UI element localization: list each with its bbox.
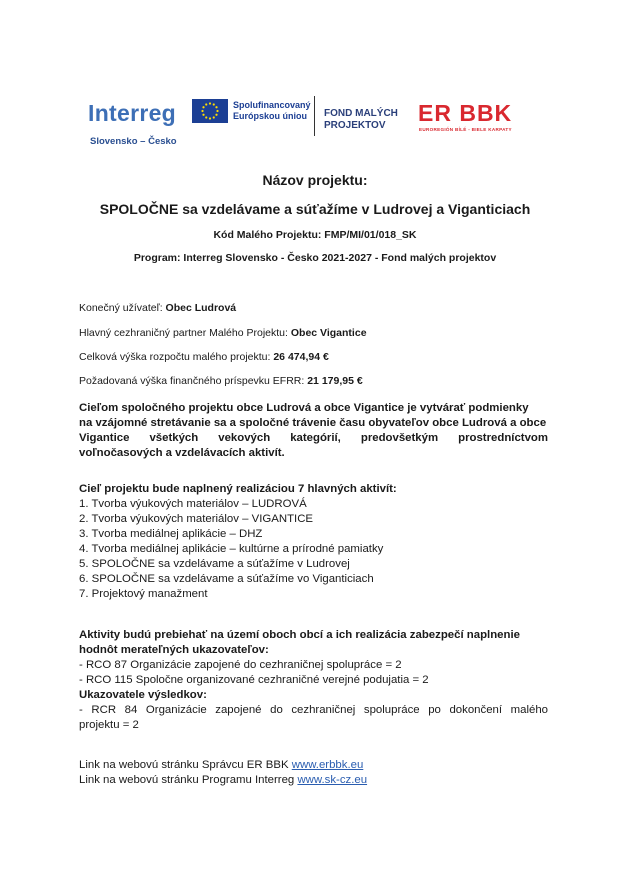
end-user-row bbox=[79, 302, 236, 314]
activity-item: 1. Tvorba výukových materiálov – LUDROVÁ bbox=[79, 498, 307, 510]
logo-divider bbox=[314, 96, 315, 136]
link-row-interreg bbox=[79, 773, 548, 788]
link-row-erbbk bbox=[79, 758, 548, 773]
indicators-section bbox=[79, 628, 548, 733]
activity-item: 6. SPOLOČNE sa vzdelávame a súťažíme vo Viganticiach bbox=[79, 573, 374, 585]
eu-cofinanced-label bbox=[233, 100, 323, 122]
project-title: SPOLOČNE sa vzdelávame a súťažíme v Ludrovej a Viganticiach bbox=[99, 201, 531, 217]
project-name-label: Názov projektu: bbox=[262, 172, 368, 188]
result-indicator: - RCR 84 Organizácie zapojené do cezhraničnej spolupráce po dokončení malého bbox=[79, 704, 548, 716]
link-label: Link na webovú stránku Správcu ER BBK bbox=[79, 759, 292, 771]
activities-heading: Cieľ projektu bude naplnený realizáciou 7 hlavných aktivít: bbox=[79, 483, 397, 495]
links-section bbox=[79, 758, 548, 788]
partner-label: Hlavný cezhraničný partner Malého Projektu: bbox=[79, 327, 291, 339]
budget-row bbox=[79, 351, 329, 363]
activity-item: 5. SPOLOČNE sa vzdelávame a súťažíme v Ludrovej bbox=[79, 558, 350, 570]
link-label: Link na webovú stránku Programu Interreg bbox=[79, 774, 298, 786]
indicators-heading-cont: hodnôt merateľných ukazovateľov: bbox=[79, 644, 269, 656]
interreg-logo: Interreg bbox=[88, 100, 177, 126]
output-indicator: - RCO 115 Spoločne organizované cezhraničné verejné podujatia = 2 bbox=[79, 674, 429, 686]
interreg-subtitle: Slovensko – Česko bbox=[90, 136, 177, 147]
activity-item: 4. Tvorba mediálnej aplikácie – kultúrne a prírodné pamiatky bbox=[79, 543, 384, 555]
budget-value: 26 474,94 € bbox=[273, 351, 329, 363]
erbbk-subtitle: EUROREGIÓN BÍLÉ - BIELE KARPATY bbox=[419, 127, 512, 132]
eu-flag-icon bbox=[192, 99, 228, 123]
end-user-label: Konečný užívateľ: bbox=[79, 302, 166, 314]
erbbk-link[interactable]: www.erbbk.eu bbox=[291, 759, 364, 771]
fmp-logo bbox=[324, 108, 414, 132]
activity-item: 7. Projektový manažment bbox=[79, 588, 208, 600]
activity-item: 2. Tvorba výukových materiálov – VIGANTICE bbox=[79, 513, 314, 525]
partner-row bbox=[79, 327, 367, 339]
fmp-line-1: FOND MALÝCH bbox=[324, 108, 398, 119]
eu-stars-icon bbox=[192, 99, 228, 123]
results-heading: Ukazovatele výsledkov: bbox=[79, 689, 207, 701]
indicators-heading: Aktivity budú prebiehať na území oboch obcí a ich realizácia zabezpečí naplnenie bbox=[79, 629, 520, 641]
eu-line-2: Európskou úniou bbox=[233, 111, 307, 121]
output-indicator: - RCO 87 Organizácie zapojené do cezhraničnej spolupráce = 2 bbox=[79, 659, 402, 671]
activity-item: 3. Tvorba mediálnej aplikácie – DHZ bbox=[79, 528, 263, 540]
project-goal-paragraph bbox=[79, 401, 548, 461]
project-code: Kód Malého Projektu: FMP/MI/01/018_SK bbox=[213, 229, 417, 241]
end-user-value: Obec Ludrová bbox=[165, 302, 237, 314]
result-indicator-cont: projektu = 2 bbox=[79, 719, 139, 731]
efrr-row bbox=[79, 375, 363, 387]
goal-line: na vzájomné stretávanie sa a spoločné trávenie času obyvateľov obce Ludrová a obce bbox=[79, 417, 547, 429]
program-name: Program: Interreg Slovensko - Česko 2021-2027 - Fond malých projektov bbox=[133, 252, 497, 264]
logo-bar bbox=[88, 96, 548, 156]
goal-line: voľnočasových a vzdelávacích aktivít. bbox=[79, 447, 285, 459]
efrr-label: Požadovaná výška finančného príspevku EFRR: bbox=[79, 375, 308, 387]
budget-label: Celková výška rozpočtu malého projektu: bbox=[79, 351, 274, 363]
fmp-line-2: PROJEKTOV bbox=[324, 120, 386, 131]
eu-line-1: Spolufinancovaný bbox=[233, 100, 311, 110]
goal-line: Vigantice všetkých vekových kategórií, predovšetkým prostredníctvom bbox=[79, 432, 548, 444]
activities-section bbox=[79, 482, 548, 602]
interreg-link[interactable]: www.sk-cz.eu bbox=[297, 774, 368, 786]
erbbk-logo: ER BBK bbox=[418, 100, 513, 126]
partner-value: Obec Vigantice bbox=[290, 327, 367, 339]
goal-line: Cieľom spoločného projektu obce Ludrová a obce Vigantice je vytvárať podmienky bbox=[79, 402, 529, 414]
efrr-value: 21 179,95 € bbox=[307, 375, 363, 387]
